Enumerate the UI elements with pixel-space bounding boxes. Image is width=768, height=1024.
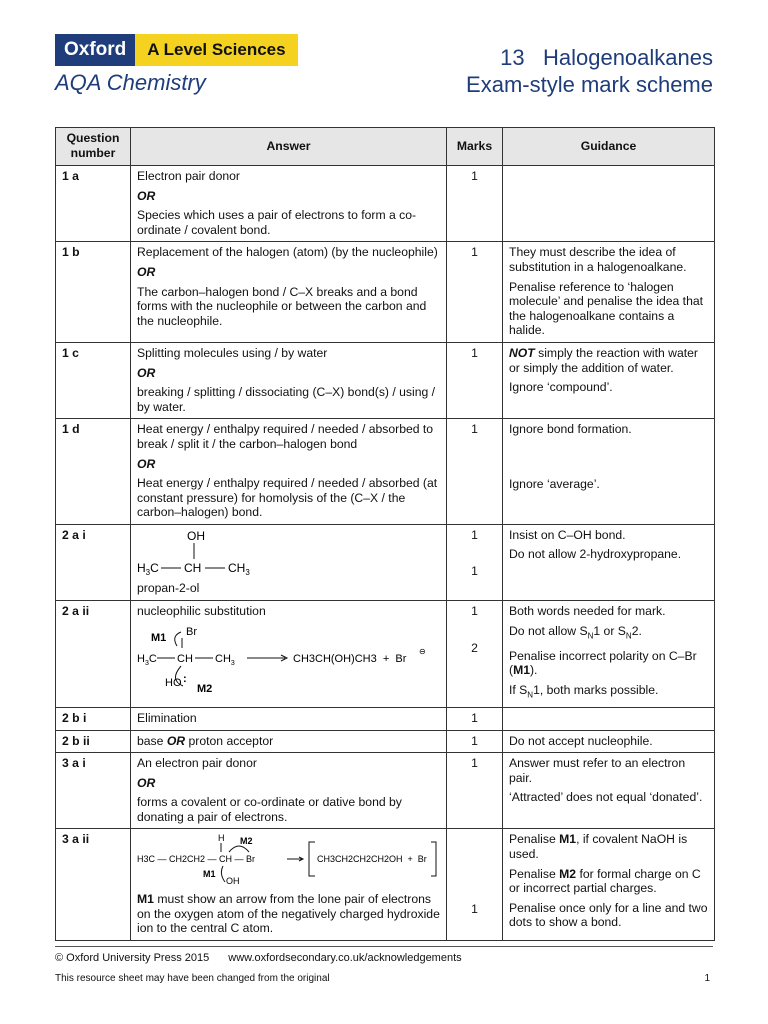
oh-label: OH [226,876,240,887]
guidance-fragment: , if covalent NaOH is used. [509,832,688,862]
chapter-heading [466,44,713,98]
guidance-fragment: 1, both marks possible. [533,682,659,697]
m1-ref: M1 [137,892,154,907]
ch-atom: CH [228,560,246,575]
question-number: 2 a i [56,524,131,600]
answer-fragment: base [137,733,167,748]
col-question: Question number [56,128,131,166]
guidance-cell: Do not accept nucleophile. [503,730,715,753]
guidance-text: They must describe the idea of substitution in a halogenoalkane. [509,245,687,274]
answer-cell [131,342,447,418]
question-number: 3 a i [56,753,131,829]
guidance-text: Ignore bond formation. [509,422,632,437]
guidance-fragment: or S [600,623,626,638]
guidance-text [509,624,708,644]
answer-text: Replacement of the halogen (atom) (by the nucleophile) [137,245,438,260]
h3c-label: $H_3C$ [137,560,159,577]
mark-value: 2 [471,640,478,655]
m2-label: M2 [240,836,253,847]
answer-text: nucleophilic substitution [137,604,266,619]
answer-cell [131,753,447,829]
guidance-text [509,346,708,375]
m2-ref: M2 [559,866,577,881]
guidance-fragment: Penalise [509,866,560,881]
guidance-cell [503,166,715,242]
ch-label: CH [184,560,202,575]
or-label: OR [137,775,156,790]
answer-text: Heat energy / enthalpy required / needed / absorbed (at constant pressure) for homolysis of the (C–X / the carbon–halogen) bond. [137,476,438,520]
guidance-fragment: for formal charge on C or incorrect partial charges. [509,866,701,896]
h-atom: H [137,560,146,575]
answer-fragment: must show an arrow from the lone pair of electrons on the oxygen atom of the negatively charged hydroxide ion to the central C atom. [137,892,440,936]
oh-label: OH [187,528,205,543]
marks-cell [447,601,503,708]
guidance-fragment: 1 [593,623,601,638]
brand-series: A Level Sciences [135,34,297,66]
not-label: NOT [509,345,535,360]
curly-arrow [229,846,249,852]
acknowledgements-link[interactable]: www.oxfordsecondary.co.uk/acknowledgements [228,952,462,964]
footer-note: This resource sheet may have been changed from the original [55,973,330,984]
or-label: OR [137,188,156,203]
guidance-text: Answer must refer to an electron pair. [509,756,686,785]
marks-cell [447,829,503,940]
answer-cell [131,524,447,600]
guidance-fragment: Do not allow S [509,623,588,638]
marks-cell: 1 [447,707,503,730]
guidance-fragment: ). [530,663,538,678]
question-number: 2 a ii [56,601,131,708]
answer-cell [131,166,447,242]
guidance-text: Ignore ‘average’. [509,476,600,491]
answer-cell: Elimination [131,707,447,730]
curly-arrow [175,632,181,646]
answer-text: Species which uses a pair of electrons to form a co-ordinate / covalent bond. [137,208,417,237]
answer-cell [131,242,447,343]
table-row [56,419,715,525]
table-row [56,753,715,829]
question-number: 1 b [56,242,131,343]
ch3-label: $CH_3$ [215,652,235,667]
h-label: H [218,833,225,844]
product-label: CH3CH(OH)CH3 + Br [293,652,407,665]
answer-text: The carbon–halogen bond / C–X breaks and a bond forms with the nucleophile or between the carbon and the nucleophile. [137,284,427,328]
table-row [56,707,715,730]
answer-text: forms a covalent or co-ordinate or dative bond by donating a pair of electrons. [137,795,402,824]
col-marks: Marks [447,128,503,166]
answer-cell [131,829,447,940]
subject-title: AQA Chemistry [55,70,206,95]
guidance-cell [503,524,715,600]
guidance-text [509,683,708,703]
table-header-row [56,128,715,166]
m2-label: M2 [197,682,213,692]
marks-cell: 1 [447,242,503,343]
question-number: 2 b ii [56,730,131,753]
mark-value: 1 [471,527,478,542]
doc-type: Exam-style mark scheme [466,72,713,97]
table-row [56,601,715,708]
guidance-text [509,867,708,896]
col-answer: Answer [131,128,447,166]
guidance-text: Penalise once only for a line and two dots to show a bond. [509,900,708,930]
table-row [56,524,715,600]
answer-text: Splitting molecules using / by water [137,345,328,360]
guidance-fragment: simply the reaction with water or simply the addition of water. [509,345,698,375]
table-row [56,829,715,940]
guidance-text: Insist on C–OH bond. [509,527,626,542]
bracket-left [309,842,315,876]
guidance-fragment: If S [509,682,528,697]
curly-arrow [221,866,225,882]
answer-cell [131,730,447,753]
page-number: 1 [704,973,710,984]
marks-cell: 1 [447,419,503,525]
mechanism-diagram [137,832,437,888]
mark-value: 1 [471,564,478,579]
marks-cell [447,524,503,600]
product-label: CH3CH2CH2CH2OH + Br [317,854,427,865]
guidance-fragment: Penalise incorrect polarity on C–Br ( [509,648,697,678]
question-number: 1 c [56,342,131,418]
guidance-fragment: 2. [631,623,642,638]
guidance-text: Ignore ‘compound’. [509,380,613,395]
guidance-text [509,832,708,861]
h3c-label: $H_3C$ [137,652,157,667]
propan-2-ol-structure [137,528,437,578]
guidance-text: ‘Attracted’ does not equal ‘donated’. [509,790,703,805]
or-label: OR [166,733,186,748]
guidance-cell [503,419,715,525]
m1-label: M1 [151,631,167,644]
answer-text: propan-2-ol [137,581,200,596]
col-guidance: Guidance [503,128,715,166]
m1-ref: M1 [513,663,530,678]
footer-rule [55,946,713,947]
subscript: N [527,690,534,700]
ch3-label: $CH_3$ [228,560,250,577]
bracket-right [431,842,436,876]
chapter-title: 13 Halogenoalkanes [500,45,713,70]
lone-pair: : [183,672,187,685]
or-label: OR [137,365,156,380]
subscript: N [625,631,632,641]
marks-cell: 1 [447,166,503,242]
answer-cell [131,601,447,708]
guidance-cell [503,601,715,708]
mark-value: 1 [471,604,478,619]
table-row [56,342,715,418]
marks-cell: 1 [447,753,503,829]
guidance-fragment: Penalise [509,832,560,847]
guidance-text: Both words needed for mark. [509,604,666,619]
answer-text: Electron pair donor [137,169,240,183]
guidance-cell [503,242,715,343]
minus-charge: ⊖ [419,646,426,656]
brand-logo [55,34,298,66]
table-row [56,166,715,242]
guidance-text [509,649,708,678]
ho-label: HO [165,676,182,689]
guidance-text: Penalise reference to ‘halogen molecule’ and penalise the idea that the halogenoalkane contains a halide. [509,279,704,338]
mark-value: 1 [471,902,478,917]
or-label: OR [137,456,156,471]
reactant-label: H3C — CH2CH2 — CH — Br [137,854,256,865]
brand-oxford: Oxford [55,34,135,66]
guidance-cell [503,707,715,730]
guidance-cell [503,342,715,418]
question-number: 3 a ii [56,829,131,940]
question-number: 1 d [56,419,131,525]
ch-label: CH [177,652,193,665]
marks-cell: 1 [447,342,503,418]
subscript: N [587,631,594,641]
mechanism-diagram [137,624,437,692]
answer-text: An electron pair donor [137,756,257,771]
m1-label: M1 [203,869,216,880]
answer-text: Heat energy / enthalpy required / needed / absorbed to break / split it / the carbon–halogen bond [137,422,434,451]
table-row [56,730,715,753]
marks-cell: 1 [447,730,503,753]
guidance-text: Do not allow 2-hydroxypropane. [509,547,682,562]
question-number: 1 a [56,166,131,242]
footer-line [55,952,478,964]
guidance-cell [503,753,715,829]
br-label: Br [186,625,197,638]
answer-fragment: proton acceptor [185,733,274,748]
answer-text: breaking / splitting / dissociating (C–X) bond(s) / using / by water. [137,385,436,414]
answer-cell [131,419,447,525]
guidance-cell [503,829,715,940]
table-row [56,242,715,343]
answer-text [137,892,440,936]
or-label: OR [137,264,156,279]
question-number: 2 b i [56,707,131,730]
mark-scheme-table [55,127,715,941]
m1-ref: M1 [559,832,577,847]
copyright: © Oxford University Press 2015 [55,952,210,964]
